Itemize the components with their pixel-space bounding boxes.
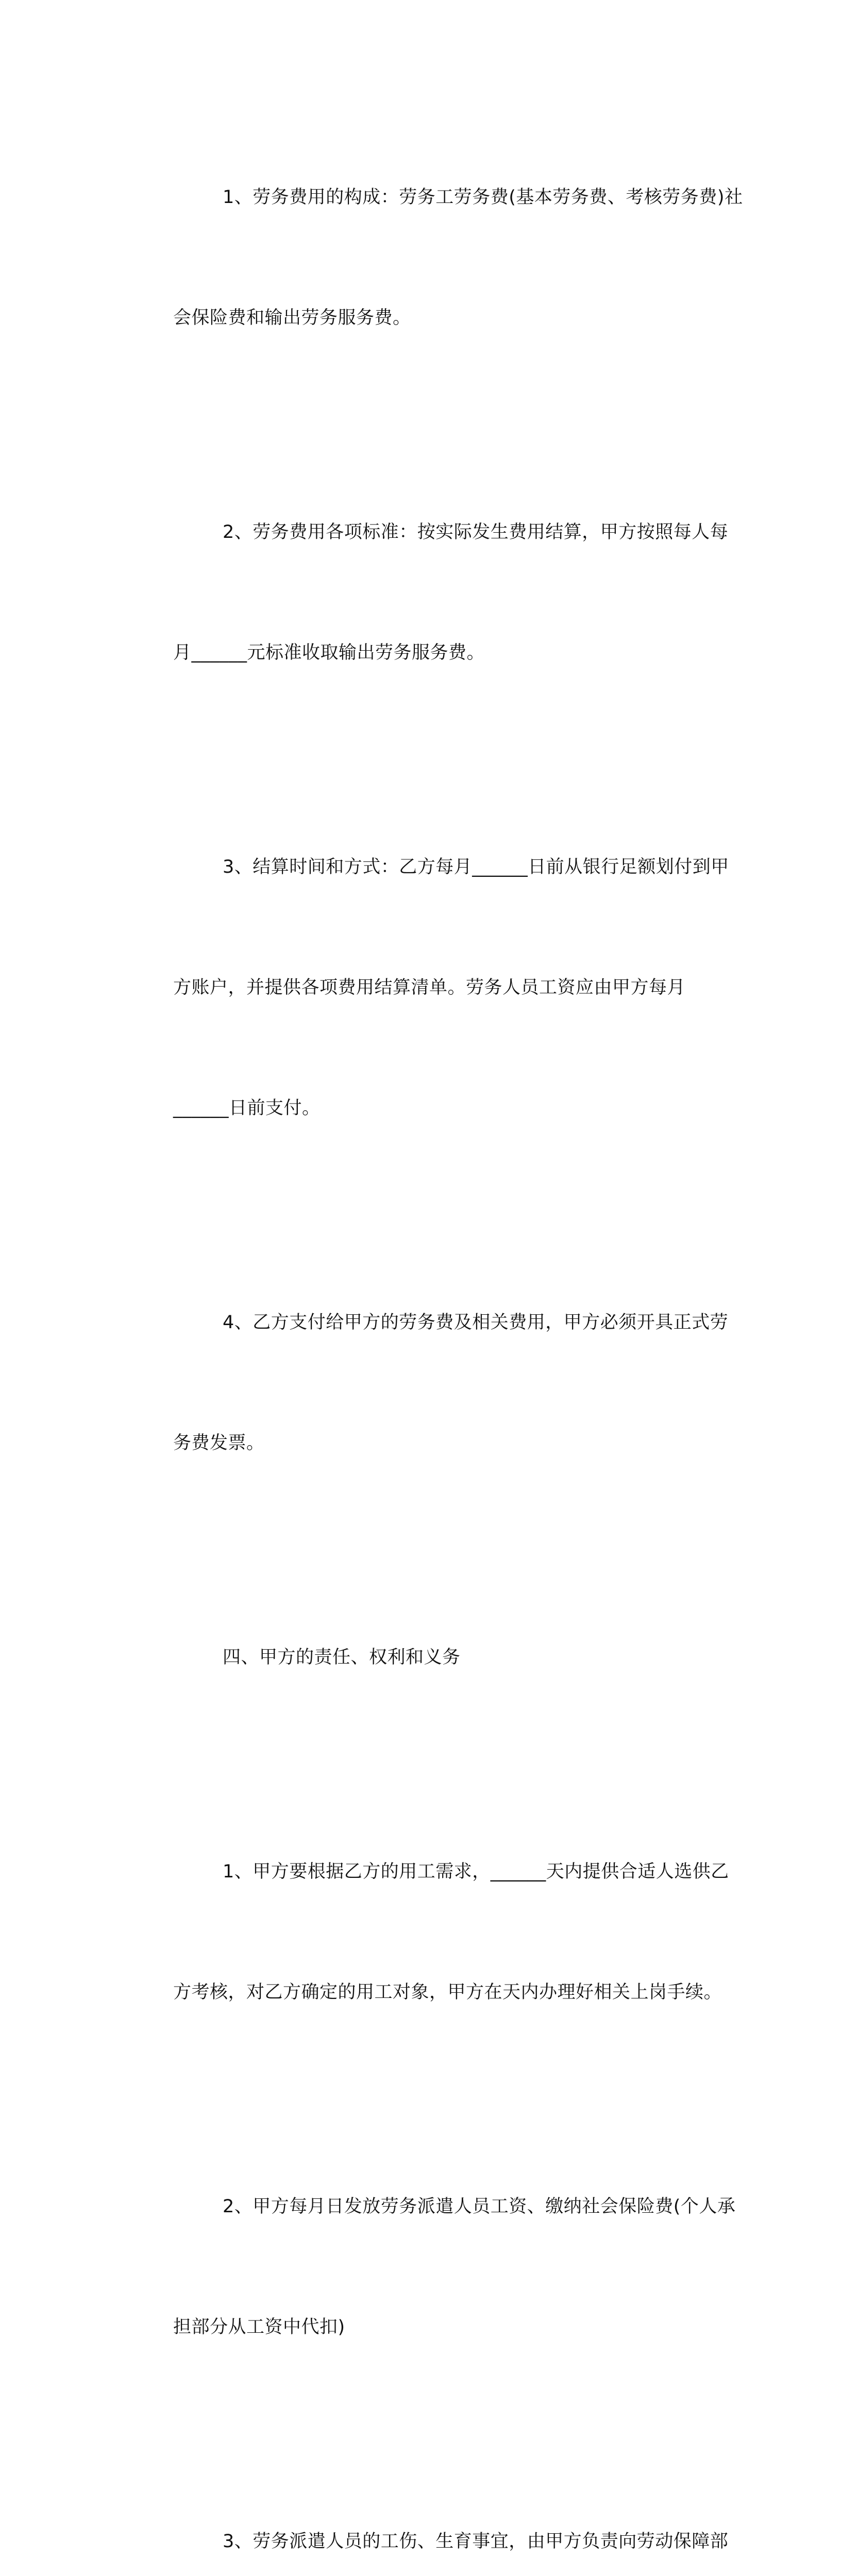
section-title: 四、甲方的责任、权利和义务 xyxy=(223,1647,461,1668)
text-line: ______日前支付。 xyxy=(173,1098,321,1118)
text-line: 2、甲方每月日发放劳务派遣人员工资、缴纳社会保险费(个人承 xyxy=(223,2196,736,2217)
text-line: 务费发票。 xyxy=(173,1433,265,1453)
text-line: 担部分从工资中代扣) xyxy=(173,2317,345,2337)
text-line: 3、劳务派遣人员的工伤、生育事宜，由甲方负责向劳动保障部 xyxy=(223,2531,729,2552)
text-line: 1、劳务费用的构成：劳务工劳务费(基本劳务费、考核劳务费)社 xyxy=(223,187,743,208)
text-line: 方账户，并提供各项费用结算清单。劳务人员工资应由甲方每月 xyxy=(173,977,686,998)
paragraph-fee-standard xyxy=(124,432,729,753)
paragraph-injury xyxy=(124,2441,729,2576)
paragraph-staffing xyxy=(124,1771,729,2093)
text-line: 方考核，对乙方确定的用工对象，甲方在天内办理好相关上岗手续。 xyxy=(173,1982,722,2003)
paragraph-settlement xyxy=(124,767,729,1209)
paragraph-invoice xyxy=(124,1222,729,1544)
document-body xyxy=(124,97,743,2576)
text-line: 月______元标准收取输出劳务服务费。 xyxy=(173,642,485,663)
text-line: 1、甲方要根据乙方的用工需求，______天内提供合适人选供乙 xyxy=(223,1861,729,1882)
text-line: 会保险费和输出劳务服务费。 xyxy=(173,308,411,328)
section-heading xyxy=(124,1557,721,1758)
paragraph-payroll xyxy=(124,2106,736,2428)
paragraph-fee-composition xyxy=(124,97,743,418)
text-line: 3、结算时间和方式：乙方每月______日前从银行足额划付到甲 xyxy=(223,857,729,877)
text-line: 2、劳务费用各项标准：按实际发生费用结算，甲方按照每人每 xyxy=(223,522,729,543)
text-line: 4、乙方支付给甲方的劳务费及相关费用，甲方必须开具正式劳 xyxy=(223,1312,729,1333)
